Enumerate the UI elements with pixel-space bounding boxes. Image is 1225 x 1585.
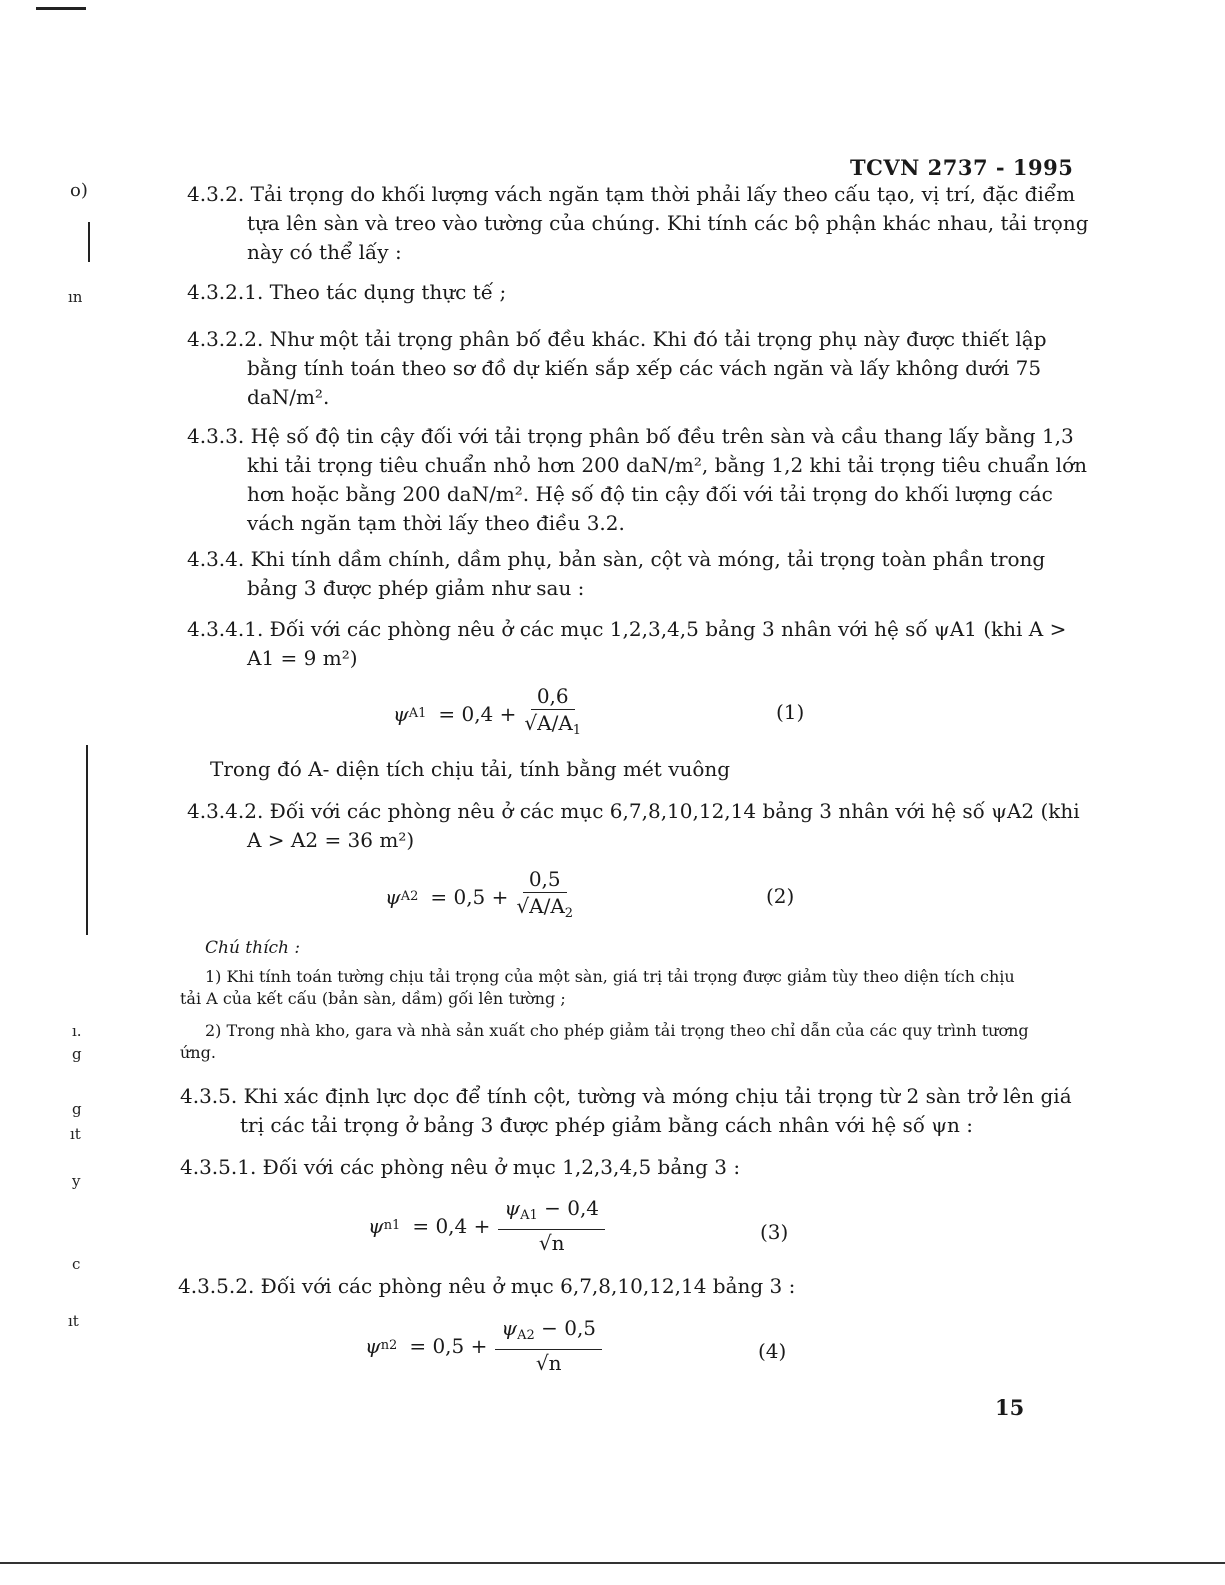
formula-lhs: ψ [368, 1213, 384, 1238]
formula-mid: = 0,5 + [409, 1333, 488, 1358]
scan-edge-mark [36, 7, 86, 10]
formula-lhs-sub: A2 [400, 889, 419, 904]
formula-fraction [498, 1195, 605, 1256]
formula-mid: = 0,4 + [438, 701, 517, 726]
formula-fraction [524, 683, 581, 744]
margin-fragment: g [72, 1100, 82, 1118]
margin-bracket [78, 745, 88, 935]
equation-number-4: (4) [758, 1339, 787, 1363]
formula-denominator: √A/A [516, 894, 565, 918]
section-4-3-5-1: 4.3.5.1. Đối với các phòng nêu ở mục 1,2,3,4,5 bảng 3 : [180, 1155, 741, 1179]
formula-lhs-sub: A1 [408, 706, 427, 721]
equation-number-3: (3) [760, 1220, 789, 1244]
standard-code-header: TCVN 2737 - 1995 [850, 155, 1074, 180]
formula-den-sub: 2 [564, 906, 574, 921]
formula-num-sub: A1 [520, 1208, 538, 1223]
margin-fragment: c [72, 1255, 81, 1273]
formula-lhs: ψ [365, 1333, 381, 1358]
section-4-3-5-2: 4.3.5.2. Đối với các phòng nêu ở mục 6,7,8,10,12,14 bảng 3 : [178, 1274, 796, 1298]
formula-denominator: √n [535, 1351, 562, 1375]
margin-fragment: y [72, 1172, 81, 1190]
formula-num-sub: A2 [517, 1328, 535, 1343]
section-4-3-2-2: 4.3.2.2. Như một tải trọng phân bố đều khác. Khi đó tải trọng phụ này được thiết lập bằng tính toán theo sơ đồ dự kiến sắp xếp các vách ngăn và lấy không dưới 75 daN/m². [187, 327, 1047, 409]
section-4-3-5: 4.3.5. Khi xác định lực dọc để tính cột, tường và móng chịu tải trọng từ 2 sàn trở lên giá trị các tải trọng ở bảng 3 được phép giảm bằng cách nhân với hệ số ψn : [180, 1084, 1072, 1137]
margin-bracket [78, 222, 90, 262]
section-4-3-2-1: 4.3.2.1. Theo tác dụng thực tế ; [187, 280, 507, 304]
notes-title: Chú thích : [205, 938, 301, 958]
note-2: 2) Trong nhà kho, gara và nhà sản xuất cho phép giảm tải trọng theo chỉ dẫn của các quy trình tương ứng. [180, 1021, 1029, 1062]
formula-num-psi: ψ [504, 1196, 521, 1220]
section-4-3-3: 4.3.3. Hệ số độ tin cậy đối với tải trọng phân bố đều trên sàn và cầu thang lấy bằng 1,3 khi tải trọng tiêu chuẩn nhỏ hơn 200 daN/m², bằng 1,2 khi tải trọng tiêu chuẩn lớn hơn hoặc bằng 200 daN/m². Hệ số độ tin cậy đối với tải trọng do khối lượng các vách ngăn tạm thời lấy theo điều 3.2. [187, 424, 1087, 535]
formula-num-psi: ψ [501, 1316, 518, 1340]
section-4-3-4: 4.3.4. Khi tính dầm chính, dầm phụ, bản sàn, cột và móng, tải trọng toàn phần trong bảng 3 được phép giảm như sau : [187, 547, 1046, 600]
margin-fragment: ı. [72, 1022, 82, 1040]
formula-den-sub: 1 [572, 723, 582, 738]
formula-lhs: ψ [385, 884, 401, 909]
formula-num-rest: − 0,5 [534, 1316, 597, 1340]
formula-num-rest: − 0,4 [537, 1196, 600, 1220]
margin-fragment: g [72, 1045, 82, 1063]
formula-fraction [516, 866, 573, 927]
note-1: 1) Khi tính toán tường chịu tải trọng của một sàn, giá trị tải trọng được giảm tùy theo diện tích chịu tải A của kết cấu (bản sàn, dầm) gối lên tường ; [180, 967, 1015, 1008]
equation-number-2: (2) [766, 884, 795, 908]
formula-numerator: 0,6 [531, 683, 575, 710]
where-clause: Trong đó A- diện tích chịu tải, tính bằng mét vuông [210, 757, 731, 781]
formula-lhs: ψ [393, 701, 409, 726]
formula-fraction [495, 1315, 602, 1376]
formula-lhs-sub: n1 [383, 1218, 401, 1233]
formula-mid: = 0,4 + [412, 1213, 491, 1238]
formula-3 [368, 1195, 613, 1256]
margin-fragment: ın [68, 288, 83, 306]
formula-2 [385, 866, 581, 927]
margin-fragment: o) [70, 180, 88, 201]
formula-mid: = 0,5 + [430, 884, 509, 909]
section-4-3-4-1: 4.3.4.1. Đối với các phòng nêu ở các mục 1,2,3,4,5 bảng 3 nhân với hệ số ψA1 (khi A > A1 = 9 m²) [187, 617, 1067, 670]
margin-fragment: ıt [68, 1312, 79, 1330]
scan-bottom-edge [0, 1562, 1225, 1564]
formula-denominator: √n [538, 1231, 565, 1255]
margin-fragment: ıt [70, 1125, 81, 1143]
page-number: 15 [995, 1395, 1025, 1420]
section-4-3-4-2: 4.3.4.2. Đối với các phòng nêu ở các mục 6,7,8,10,12,14 bảng 3 nhân với hệ số ψA2 (khi A > A2 = 36 m²) [187, 799, 1080, 852]
formula-denominator: √A/A [524, 711, 573, 735]
formula-lhs-sub: n2 [380, 1338, 398, 1353]
equation-number-1: (1) [776, 700, 805, 724]
formula-4 [365, 1315, 610, 1376]
formula-1 [393, 683, 589, 744]
section-4-3-2: 4.3.2. Tải trọng do khối lượng vách ngăn tạm thời phải lấy theo cấu tạo, vị trí, đặc điểm tựa lên sàn và treo vào tường của chúng. Khi tính các bộ phận khác nhau, tải trọng này có thể lấy : [187, 182, 1089, 264]
formula-numerator: 0,5 [523, 866, 567, 893]
